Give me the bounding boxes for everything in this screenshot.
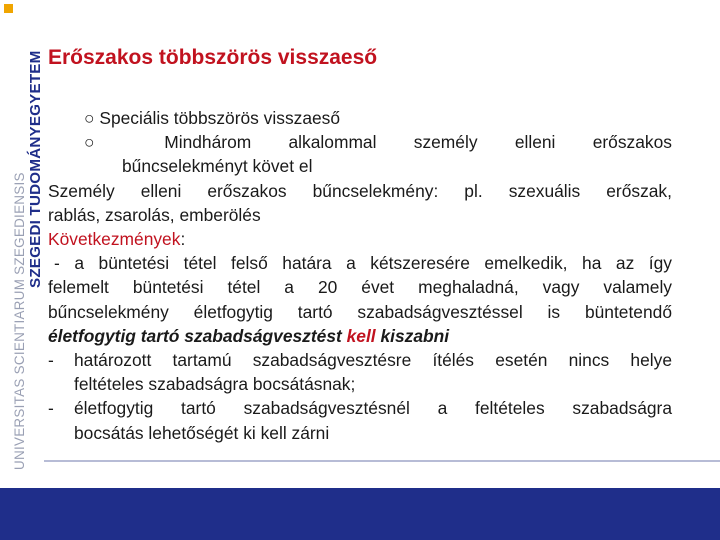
logo-faculty-line: SZEGEDI TUDOMÁNYEGYETEM (27, 50, 44, 288)
consequences-line (48, 251, 672, 275)
emphasis-text-end: kiszabni (375, 325, 450, 346)
bullet-text: Speciális többszörös visszaeső (99, 108, 341, 128)
bullet-word: Mindhárom (164, 132, 252, 153)
dash-marker: - (48, 350, 54, 371)
definition-word: elleni (140, 180, 182, 201)
bullet-word: személy (413, 132, 478, 153)
dash-list-item (48, 396, 672, 444)
circle-bullet-icon: ○ (84, 108, 95, 128)
dash-item-line: életfogytig tartó szabadságvesztésnél a feltételes szabadságra (74, 398, 672, 419)
footer-bar (0, 488, 720, 540)
slide-body (48, 106, 672, 445)
definition-word: pl. (464, 180, 483, 201)
emphasis-text: életfogytig tartó szabadságvesztést (48, 325, 347, 346)
bullet-item (48, 130, 672, 154)
dash-item-line: határozott tartamú szabadságvesztésre ítélés esetén nincs helye (74, 350, 672, 371)
slide-title: Erőszakos többszörös visszaeső (48, 46, 378, 69)
consequences-text: a büntetési tétel felső határa a kétszeresére emelkedik, ha az így (74, 253, 672, 274)
dash-list-item (48, 348, 672, 396)
consequences-colon: : (180, 229, 186, 250)
bullet-word: erőszakos (592, 132, 672, 153)
bullet-item (48, 106, 672, 130)
definition-line-2: rablás, zsarolás, emberölés (48, 204, 261, 225)
consequences-emphasis (48, 324, 672, 348)
consequences-line: felemelt büntetési tétel a 20 évet meghaladná, vagy valamely (48, 277, 672, 298)
dash-marker: - (48, 398, 54, 419)
definition-word: erőszakos (207, 180, 287, 201)
dash-marker: - (54, 253, 60, 274)
definition-word: erőszak, (606, 180, 672, 201)
definition-word: bűncselekmény: (312, 180, 439, 201)
dash-item-line: bocsátás lehetőségét ki kell zárni (74, 422, 330, 443)
bullet-word: elleni (514, 132, 556, 153)
bullet-word: alkalommal (288, 132, 377, 153)
logo-university-line: UNIVERSITAS SCIENTIARUM SZEGEDIENSIS (12, 172, 27, 470)
circle-bullet-icon: ○ (84, 132, 127, 153)
consequences-heading (48, 227, 672, 251)
consequences-line: bűncselekmény életfogytig tartó szabadságvesztéssel is büntetendő (48, 301, 672, 322)
university-logo (0, 0, 46, 480)
definition-word: szexuális (508, 180, 581, 201)
dash-item-line: feltételes szabadságra bocsátásnak; (74, 374, 356, 395)
definition-line (48, 179, 672, 203)
bullet-continuation: bűncselekményt követ el (122, 156, 313, 177)
emphasis-red-word: kell (346, 325, 376, 346)
consequences-label: Következmények (48, 229, 181, 250)
footer-divider (44, 460, 720, 462)
definition-word: Személy (48, 180, 115, 201)
